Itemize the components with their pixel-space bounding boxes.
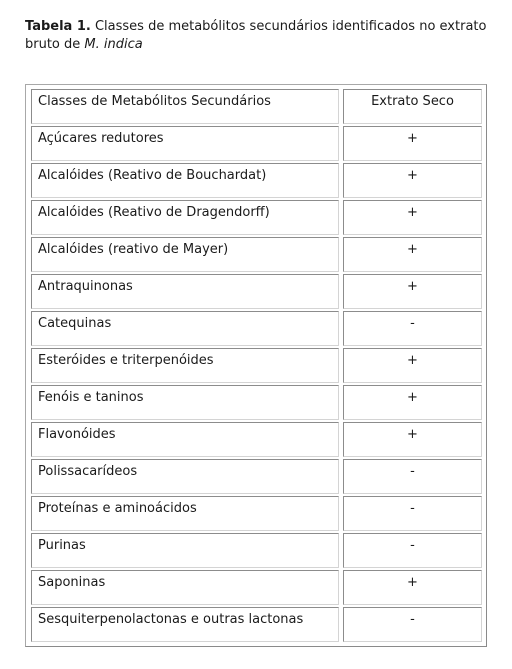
extract-result-cell: - xyxy=(343,459,482,494)
table-row xyxy=(31,496,482,531)
extract-result-cell: - xyxy=(343,311,482,346)
metabolite-class-cell: Alcalóides (Reativo de Bouchardat) xyxy=(31,163,339,198)
metabolite-class-cell: Antraquinonas xyxy=(31,274,339,309)
metabolite-class-cell: Purinas xyxy=(31,533,339,568)
extract-result-cell: + xyxy=(343,200,482,235)
table-row xyxy=(31,385,482,420)
table-row xyxy=(31,237,482,272)
metabolite-class-cell: Proteínas e aminoácidos xyxy=(31,496,339,531)
extract-result-cell: + xyxy=(343,385,482,420)
metabolite-class-cell: Sesquiterpenolactonas e outras lactonas xyxy=(31,607,339,642)
extract-result-cell: + xyxy=(343,570,482,605)
metabolite-class-cell: Açúcares redutores xyxy=(31,126,339,161)
extract-result-cell: + xyxy=(343,348,482,383)
metabolite-class-cell: Fenóis e taninos xyxy=(31,385,339,420)
metabolites-table xyxy=(25,84,487,647)
table-row xyxy=(31,422,482,457)
table-row xyxy=(31,311,482,346)
metabolite-class-cell: Alcalóides (Reativo de Dragendorff) xyxy=(31,200,339,235)
metabolite-class-cell: Alcalóides (reativo de Mayer) xyxy=(31,237,339,272)
table-row xyxy=(31,200,482,235)
metabolite-class-cell: Saponinas xyxy=(31,570,339,605)
table-row xyxy=(31,533,482,568)
table-row xyxy=(31,163,482,198)
header-class-column: Classes de Metabólitos Secundários xyxy=(31,89,339,124)
table-caption xyxy=(25,18,505,54)
extract-result-cell: + xyxy=(343,237,482,272)
caption-species: M. indica xyxy=(84,37,143,52)
metabolite-class-cell: Flavonóides xyxy=(31,422,339,457)
extract-result-cell: + xyxy=(343,163,482,198)
extract-result-cell: - xyxy=(343,607,482,642)
table-row xyxy=(31,570,482,605)
metabolite-class-cell: Polissacarídeos xyxy=(31,459,339,494)
header-extract-column: Extrato Seco xyxy=(343,89,482,124)
extract-result-cell: + xyxy=(343,274,482,309)
table-row xyxy=(31,126,482,161)
caption-text-line2: bruto de xyxy=(25,37,85,52)
caption-label: Tabela 1. xyxy=(25,19,91,34)
table-row xyxy=(31,274,482,309)
metabolite-class-cell: Esteróides e triterpenóides xyxy=(31,348,339,383)
metabolite-class-cell: Catequinas xyxy=(31,311,339,346)
extract-result-cell: + xyxy=(343,422,482,457)
caption-text-line1: Classes de metabólitos secundários identificados no extrato xyxy=(90,19,487,34)
table-header-row xyxy=(31,89,482,124)
extract-result-cell: - xyxy=(343,496,482,531)
table-row xyxy=(31,348,482,383)
extract-result-cell: + xyxy=(343,126,482,161)
extract-result-cell: - xyxy=(343,533,482,568)
table-row xyxy=(31,459,482,494)
table-row xyxy=(31,607,482,642)
